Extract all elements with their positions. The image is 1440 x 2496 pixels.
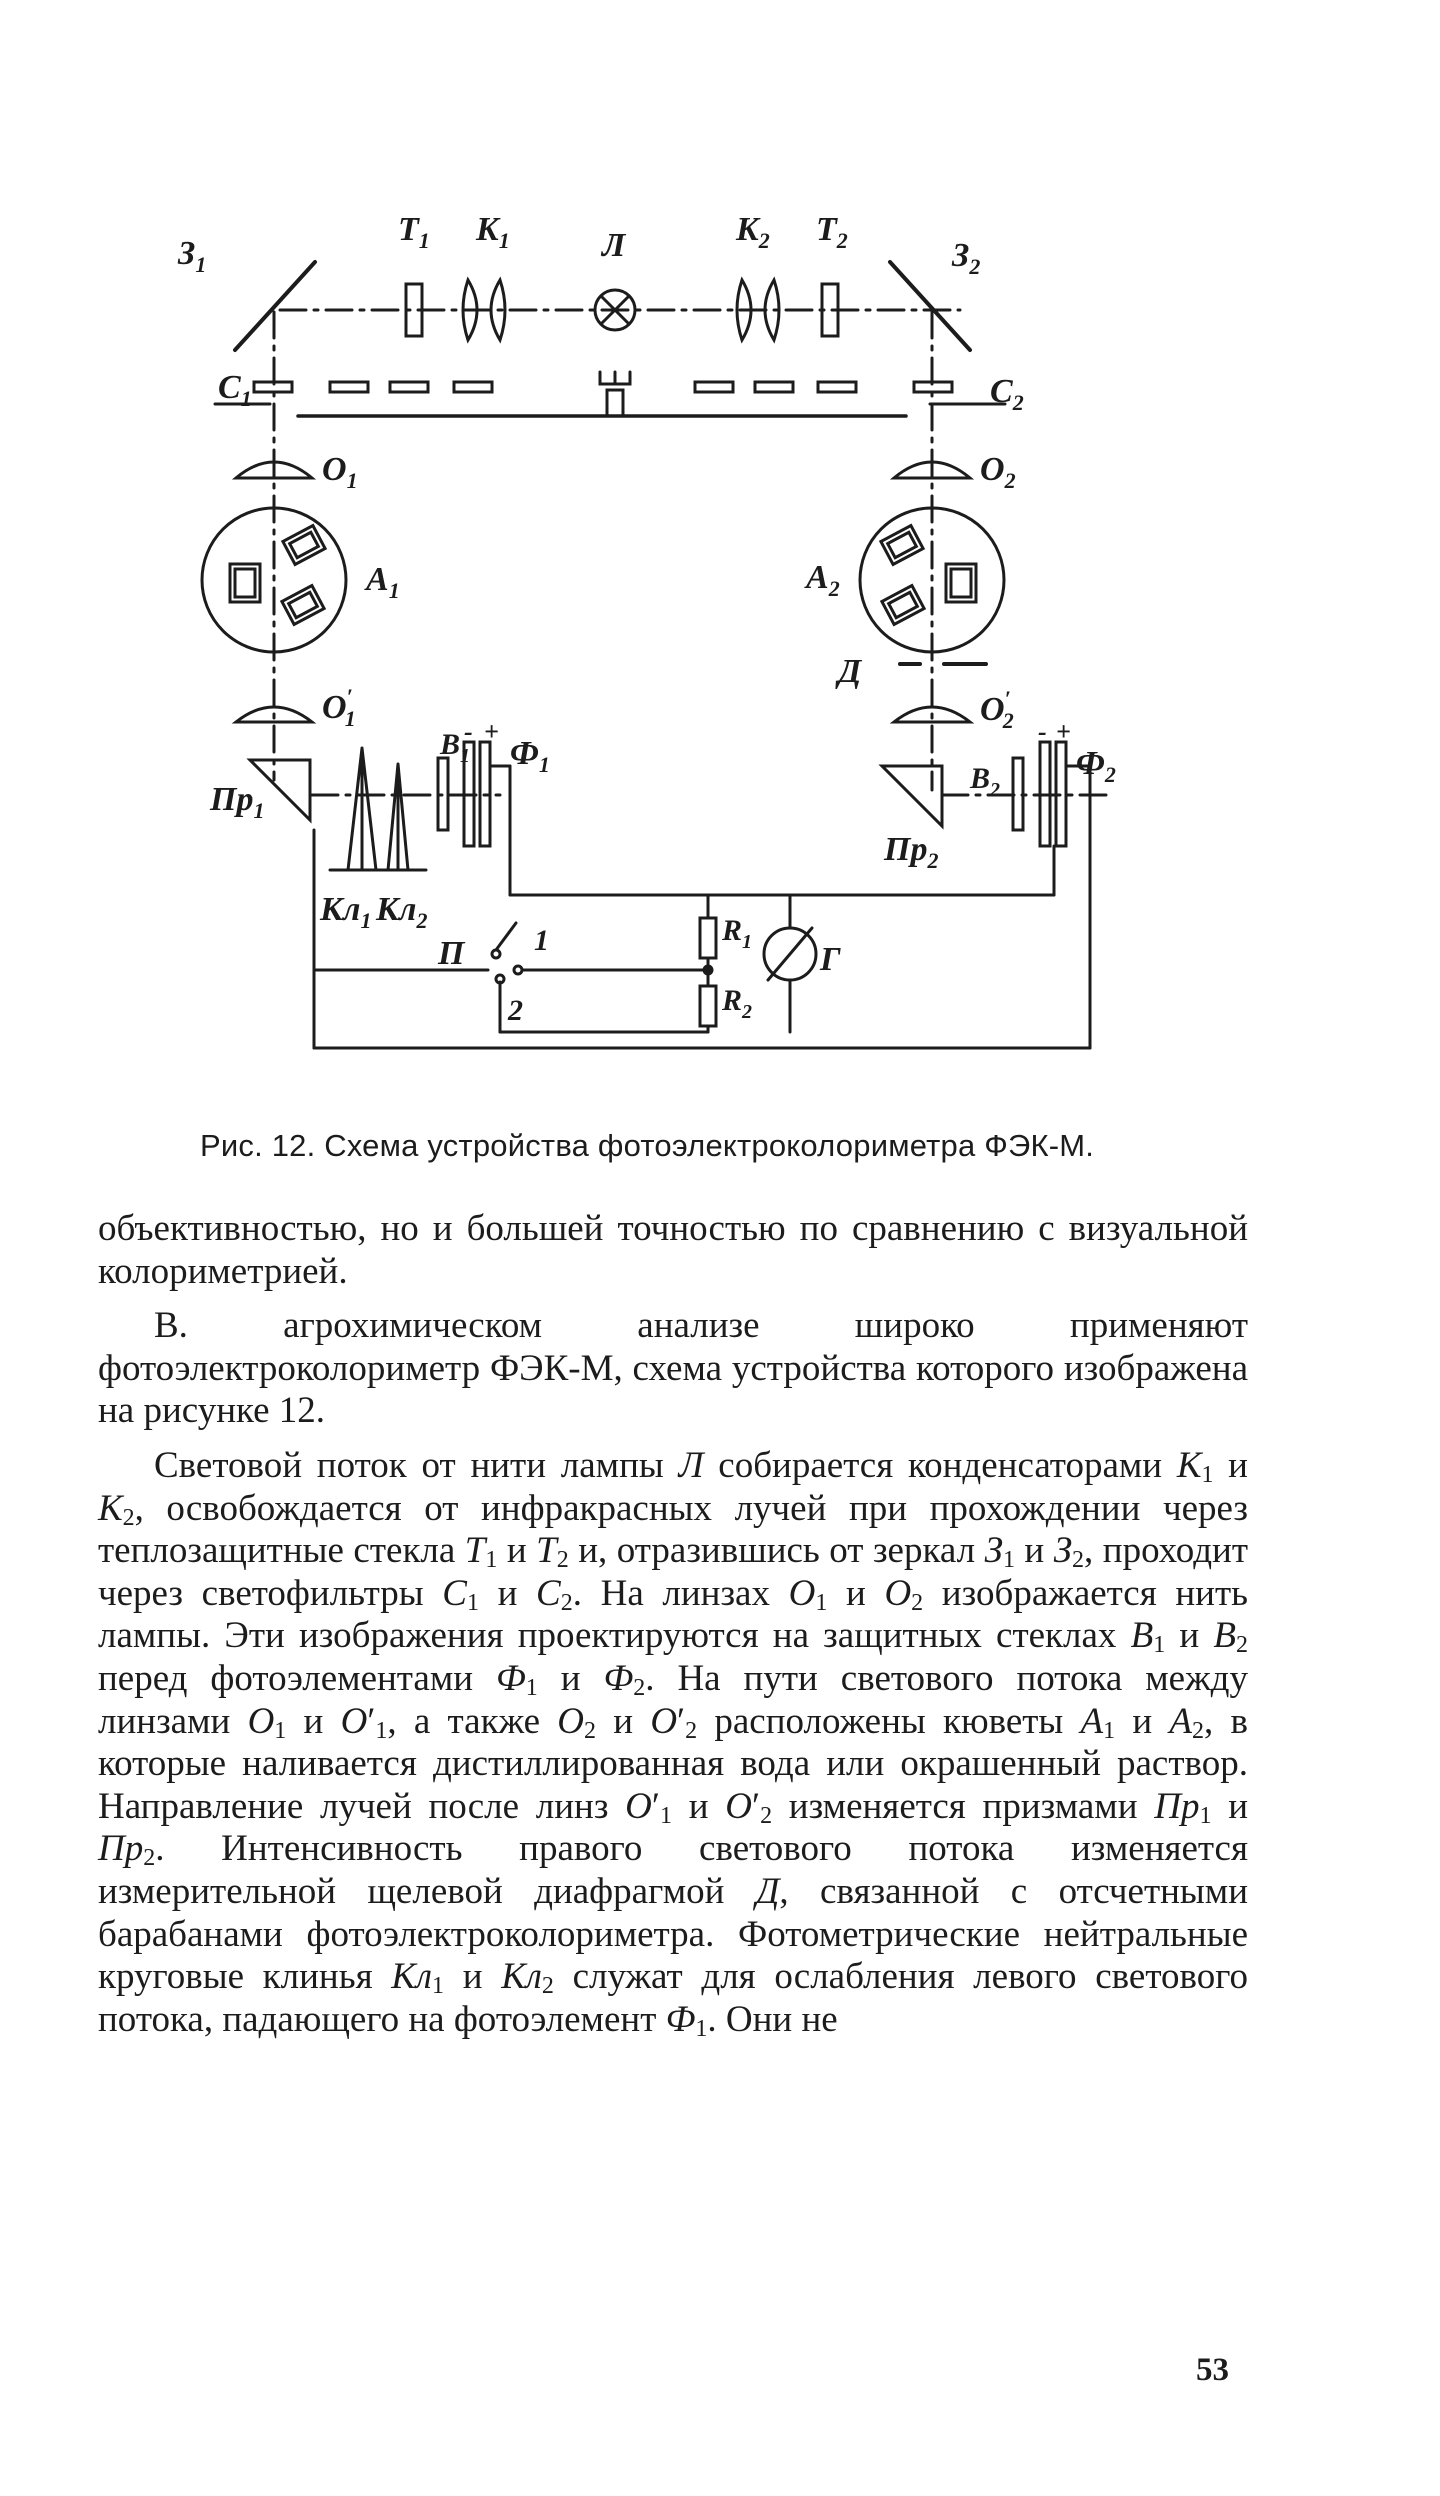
filter-slider-rects [330, 382, 856, 392]
body-text [98, 1208, 1248, 2041]
resistor-r1 [700, 918, 716, 958]
label-p: П [438, 935, 465, 972]
label-o2-prime: O′ 2 [980, 686, 1014, 733]
label-k1: $K_1$ [476, 211, 510, 253]
label-f2: $Ф_2$ [1076, 745, 1116, 787]
label-k2: $K_2$ [736, 211, 770, 253]
label-pr2: $Пр_2$ [884, 831, 939, 873]
label-switch-1: 1 [534, 924, 549, 957]
label-switch-2: 2 [508, 994, 523, 1027]
switch-contact-1 [514, 966, 522, 974]
filter-knob [600, 372, 630, 416]
label-f1-minus: - [464, 717, 473, 746]
switch-pole [492, 950, 500, 958]
label-t2: $T_2$ [816, 211, 848, 253]
paragraph-3: Световой поток от нити лампы Л собирается конденсаторами $К_1$ и $К_2$, освобождается от инфракрасных лучей при прохождении через теплозащитные стекла $Т_1$ и $Т_2$ и, отразившись от зеркал $З_1$ и $З_2$, проходит через светофильтры $С_1$ и $С_2$. На линзах $О_1$ и $О_2$ изображается нить лампы. Эти изображения проектируются на защитных стеклах $В_1$ и $В_2$ перед фотоэлементами $Ф_1$ и $Ф_2$. На пути светового потока между линзами $О_1$ и $О'_1$, а также $О_2$ и $О'_2$ расположены кюветы $А_1$ и $А_2$, в которые наливается дистиллированная вода или окрашенный раствор. Направление лучей после линз $О'_1$ и $О'_2$ изменяется призмами $Пр_1$ и $Пр_2$. Интенсивность правого светового потока изменяется измерительной щелевой диафрагмой Д, связанной с отсчетными барабанами фотоэлектроколориметра. Фотометрические нейтральные круговые клинья $Кл_1$ и $Кл_2$ служат для ослабления левого светового потока, падающего на фотоэлемент $Ф_1$. Они не [98, 1444, 1249, 2042]
label-b1: $B_1$ [440, 728, 471, 767]
label-kl1: $Кл_1$ [320, 891, 372, 933]
figure-12-schematic [170, 180, 1220, 1110]
label-c2: $C_2$ [990, 373, 1024, 415]
paragraph-1: объективностью, но и большей точностью по сравнению с визуальной колориметрией. [98, 1208, 1248, 1292]
label-t1: $T_1$ [398, 211, 430, 253]
label-z1: $З_1$ [178, 235, 207, 277]
color-filter-c2 [914, 382, 952, 392]
label-o1: $O_1$ [322, 451, 358, 493]
label-d: Д [838, 653, 862, 690]
resistor-r2 [700, 986, 716, 1026]
page-number: 53 [1196, 2352, 1229, 2388]
label-z2: $З_2$ [952, 237, 981, 279]
switch-contact-2 [496, 975, 504, 983]
label-a1: $A_1$ [366, 561, 400, 603]
mirror-z2 [890, 262, 970, 350]
label-b2: $B_2$ [970, 762, 1001, 801]
galvanometer-icon [764, 928, 816, 980]
label-a2: $A_2$ [806, 559, 840, 601]
label-f2-minus: - [1038, 717, 1047, 746]
paragraph-2: В. агрохимическом анализе широко применяют фотоэлектроколориметр ФЭК-М, схема устройства которого изображена на рисунке 12. [98, 1305, 1248, 1432]
photocell-f1 [464, 742, 510, 895]
color-filter-c1 [254, 382, 292, 392]
fek-m-schematic [170, 180, 1220, 1110]
label-kl2: $Кл_2$ [376, 891, 428, 933]
label-f2-plus: + [1056, 717, 1071, 746]
figure-caption: Рис. 12. Схема устройства фотоэлектроколориметра ФЭК-М. [200, 1128, 1095, 1163]
label-o2: $O_2$ [980, 451, 1016, 493]
label-c1: $C_1$ [218, 369, 252, 411]
label-r2: $R_2$ [722, 984, 753, 1023]
label-pr1: $Пр_1$ [210, 781, 265, 823]
label-g: Г [820, 941, 841, 978]
label-r1: $R_1$ [722, 914, 753, 953]
junction-dot [704, 966, 712, 974]
label-f1-plus: + [484, 717, 499, 746]
label-l: Л [602, 227, 626, 264]
label-f1: $Ф_1$ [510, 735, 550, 777]
glass-b2 [1013, 758, 1023, 830]
label-o1-prime: O′ 1 [322, 684, 356, 731]
